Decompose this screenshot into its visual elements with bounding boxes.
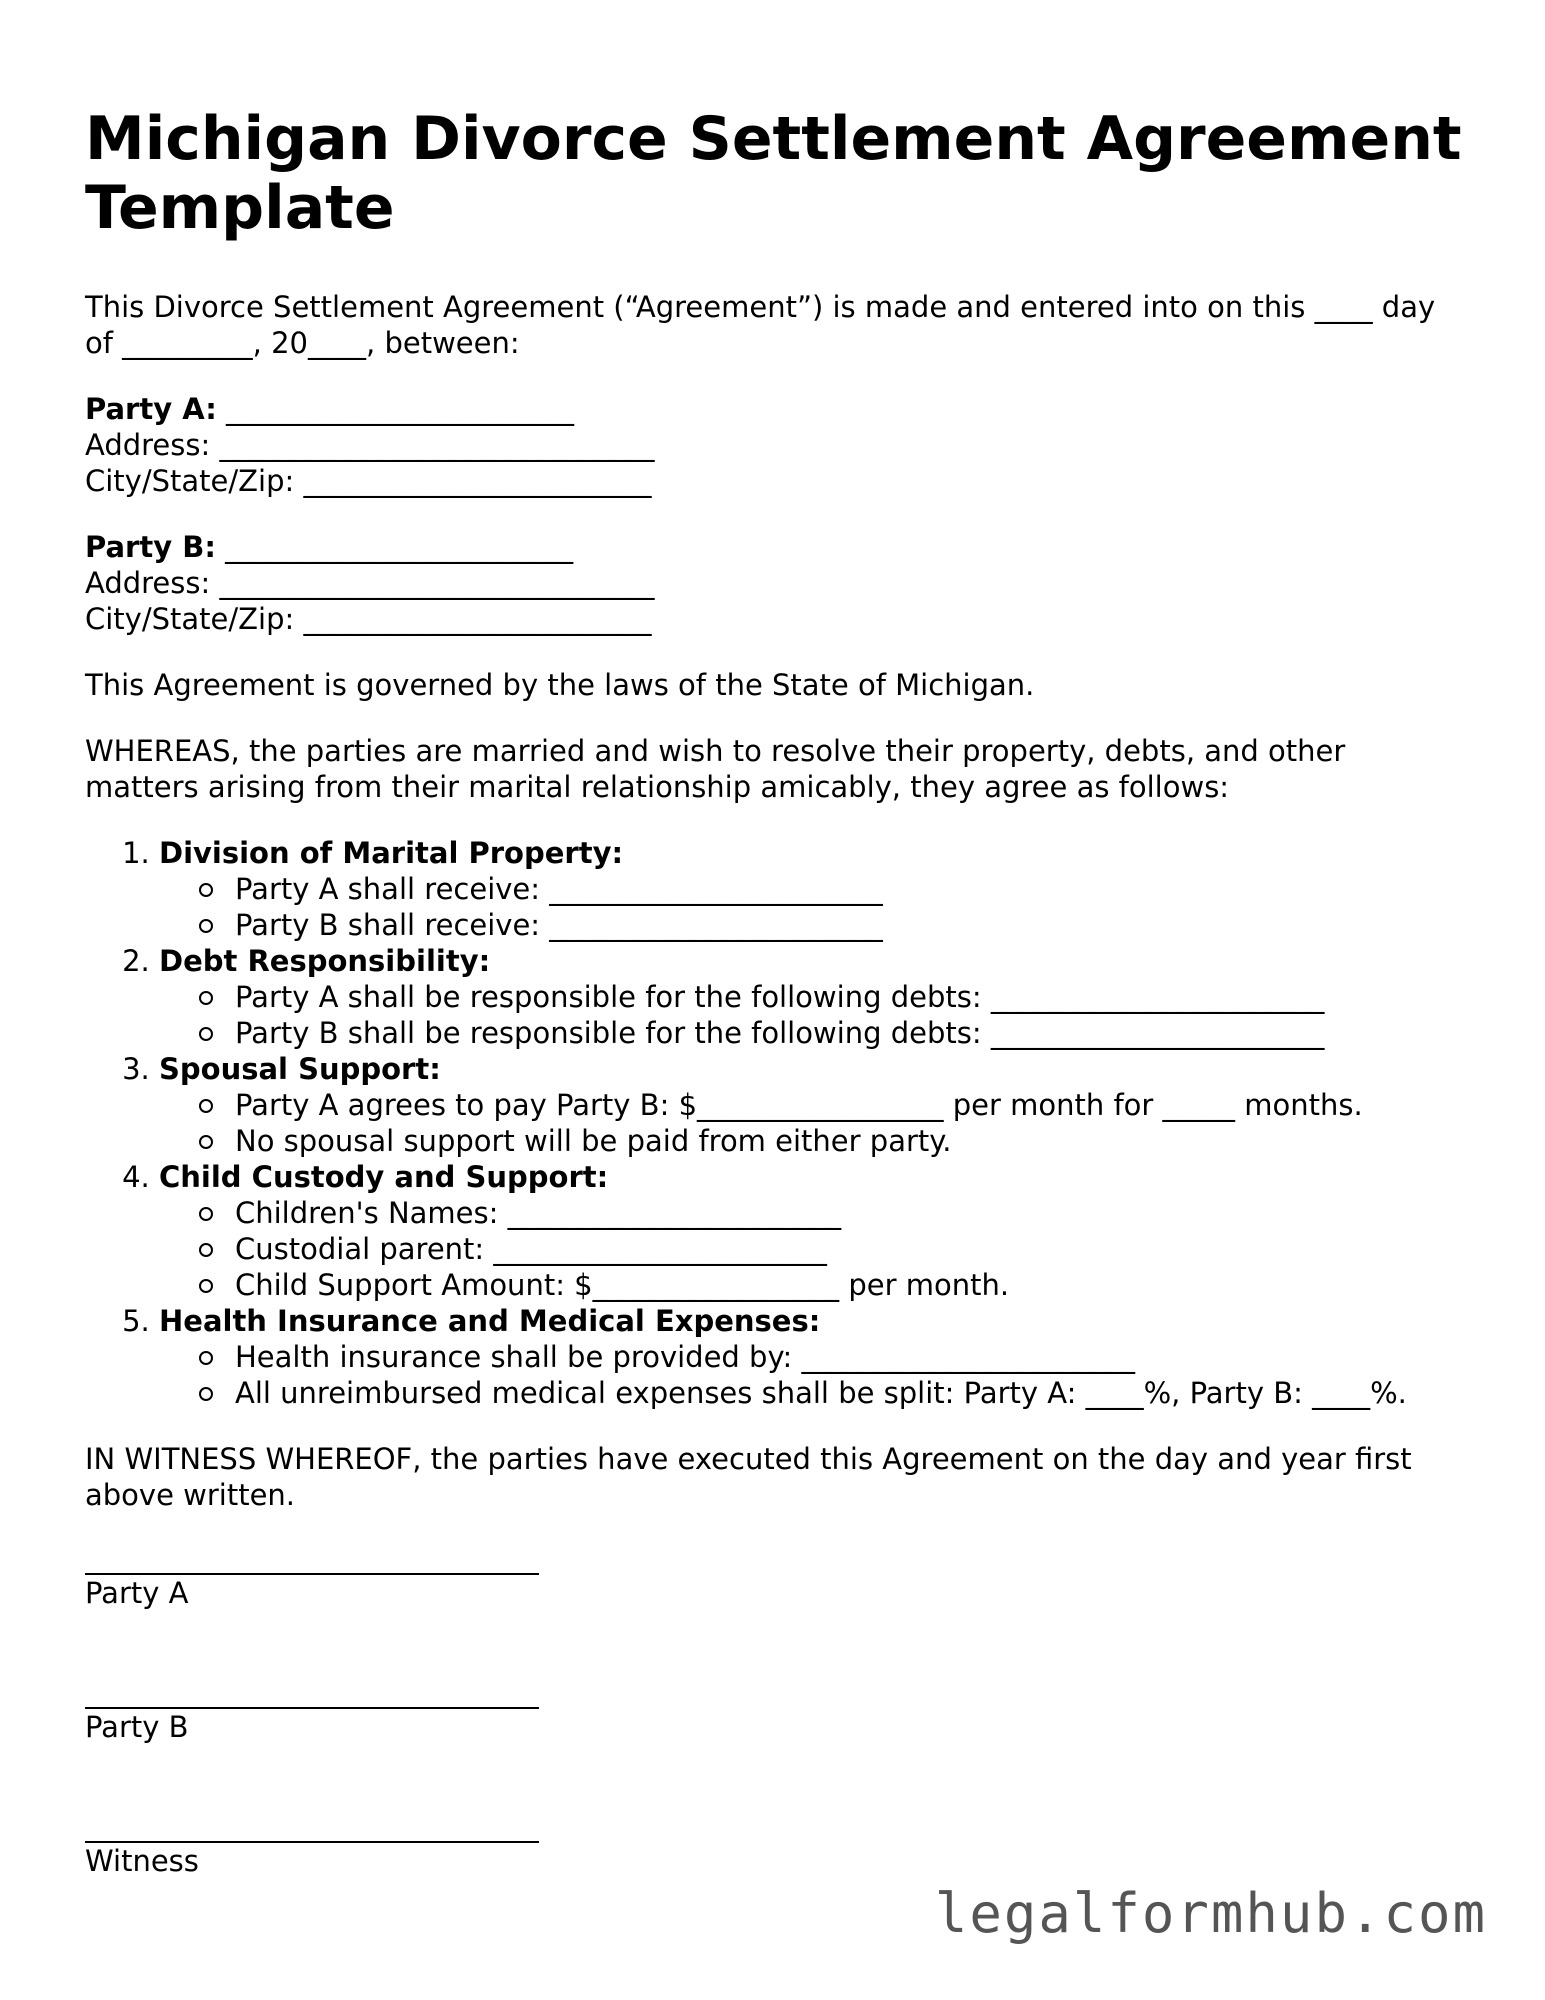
list-item: Party A shall be responsible for the following debts: _______________________ bbox=[199, 979, 1465, 1015]
party-b-name-blank: ________________________ bbox=[215, 530, 574, 564]
signature-line bbox=[85, 1811, 539, 1843]
party-a-name-line bbox=[85, 391, 1465, 427]
party-a-address: Address: ______________________________ bbox=[85, 428, 655, 462]
whereas-paragraph: WHEREAS, the parties are married and wish to resolve their property, debts, and other matters arising from their marital relationship amicably, they agree as follows: bbox=[85, 734, 1346, 804]
signature-party-b bbox=[85, 1677, 1465, 1745]
signature-label: Party B bbox=[85, 1710, 189, 1744]
party-b-city: City/State/Zip: ________________________ bbox=[85, 602, 652, 636]
signature-label: Party A bbox=[85, 1576, 189, 1610]
section-heading: Health Insurance and Medical Expenses: bbox=[159, 1304, 821, 1338]
party-a-block bbox=[85, 391, 1465, 499]
list-item: Party A shall receive: _______________________ bbox=[199, 871, 1465, 907]
list-item: Child Support Amount: $_________________ per month. bbox=[199, 1267, 1465, 1303]
signature-witness bbox=[85, 1811, 1465, 1879]
signature-line bbox=[85, 1677, 539, 1709]
party-b-address: Address: ______________________________ bbox=[85, 566, 655, 600]
list-item: Party A agrees to pay Party B: $_________________ per month for _____ months. bbox=[199, 1087, 1465, 1123]
section-spousal-support bbox=[159, 1051, 1465, 1159]
signature-block bbox=[85, 1543, 1465, 1879]
signature-party-a bbox=[85, 1543, 1465, 1611]
party-b-name-line bbox=[85, 529, 1465, 565]
section-property bbox=[159, 835, 1465, 943]
list-item: No spousal support will be paid from either party. bbox=[199, 1123, 1465, 1159]
section-heading: Child Custody and Support: bbox=[159, 1160, 609, 1194]
section-debt bbox=[159, 943, 1465, 1051]
governing-law-paragraph: This Agreement is governed by the laws of the State of Michigan. bbox=[85, 668, 1035, 702]
list-item: Children's Names: _______________________ bbox=[199, 1195, 1465, 1231]
section-heading: Division of Marital Property: bbox=[159, 836, 624, 870]
witness-clause: IN WITNESS WHEREOF, the parties have executed this Agreement on the day and year first above written. bbox=[85, 1442, 1412, 1512]
list-item: All unreimbursed medical expenses shall be split: Party A: ____%, Party B: ____%. bbox=[199, 1375, 1465, 1411]
signature-line bbox=[85, 1543, 539, 1575]
section-child-custody bbox=[159, 1159, 1465, 1303]
signature-label: Witness bbox=[85, 1844, 199, 1878]
party-b-block bbox=[85, 529, 1465, 637]
party-a-name-blank: ________________________ bbox=[216, 392, 575, 426]
section-heading: Spousal Support: bbox=[159, 1052, 441, 1086]
list-item: Health insurance shall be provided by: _______________________ bbox=[199, 1339, 1465, 1375]
section-heading: Debt Responsibility: bbox=[159, 944, 491, 978]
party-a-city: City/State/Zip: ________________________ bbox=[85, 464, 652, 498]
watermark-text: legalformhub.com bbox=[934, 1882, 1487, 1945]
page-title: Michigan Divorce Settlement Agreement Template bbox=[85, 104, 1462, 243]
list-item: Party B shall receive: _______________________ bbox=[199, 907, 1465, 943]
party-b-label: Party B: bbox=[85, 530, 216, 564]
list-item: Custodial parent: _______________________ bbox=[199, 1231, 1465, 1267]
party-a-label: Party A: bbox=[85, 392, 217, 426]
list-item: Party B shall be responsible for the following debts: _______________________ bbox=[199, 1015, 1465, 1051]
intro-paragraph: This Divorce Settlement Agreement (“Agreement”) is made and entered into on this ____ day of _________, 20____, between: bbox=[85, 290, 1436, 360]
terms-list bbox=[85, 835, 1465, 1411]
section-health-insurance bbox=[159, 1303, 1465, 1411]
document-page bbox=[85, 105, 1465, 1945]
